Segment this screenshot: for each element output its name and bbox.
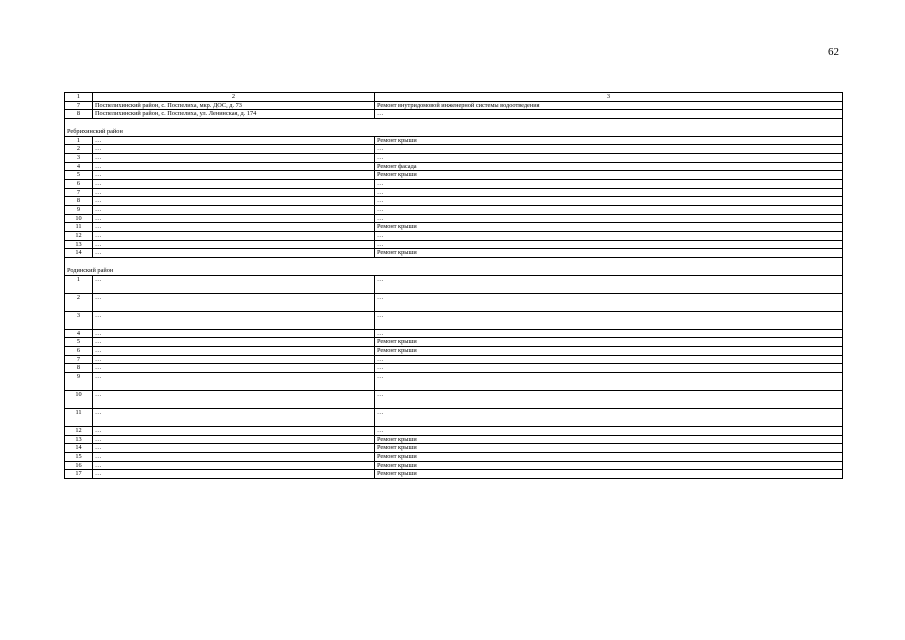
row-number: 7: [65, 355, 93, 364]
row-number: 17: [65, 470, 93, 479]
table-row: [65, 355, 843, 364]
row-number: 10: [65, 391, 93, 409]
works-cell: …: [375, 329, 843, 338]
works-cell: …: [375, 355, 843, 364]
row-number: 13: [65, 435, 93, 444]
table-row: [65, 154, 843, 163]
works-cell: …: [375, 409, 843, 427]
works-cell: Ремонт крыши: [375, 444, 843, 453]
header-cell: 2: [93, 93, 375, 102]
works-cell: …: [375, 206, 843, 215]
address-cell: …: [93, 275, 375, 293]
address-cell: …: [93, 427, 375, 436]
works-cell: …: [375, 311, 843, 329]
works-cell: Ремонт крыши: [375, 171, 843, 180]
table-row: [65, 101, 843, 110]
table-row: [65, 311, 843, 329]
table-row: [65, 232, 843, 241]
row-number: 3: [65, 311, 93, 329]
works-cell: …: [375, 180, 843, 189]
address-cell: …: [93, 453, 375, 462]
header-cell: 3: [375, 93, 843, 102]
works-cell: …: [375, 154, 843, 163]
works-cell: …: [375, 214, 843, 223]
address-cell: …: [93, 223, 375, 232]
works-cell: Ремонт крыши: [375, 338, 843, 347]
table-row: [65, 180, 843, 189]
row-number: 1: [65, 275, 93, 293]
address-cell: …: [93, 347, 375, 356]
row-number: 11: [65, 223, 93, 232]
works-cell: …: [375, 391, 843, 409]
address-cell: Поспелихинский район, с. Поспелиха, ул. Ленинская, д. 174: [93, 110, 375, 119]
table-row: [65, 364, 843, 373]
table-row: [65, 470, 843, 479]
address-cell: …: [93, 435, 375, 444]
row-number: 12: [65, 232, 93, 241]
address-cell: …: [93, 409, 375, 427]
row-number: 10: [65, 214, 93, 223]
row-number: 4: [65, 162, 93, 171]
works-cell: Ремонт крыши: [375, 470, 843, 479]
works-cell: Ремонт крыши: [375, 453, 843, 462]
works-cell: …: [375, 275, 843, 293]
table-row: [65, 136, 843, 145]
works-cell: Ремонт крыши: [375, 461, 843, 470]
row-number: 4: [65, 329, 93, 338]
row-number: 5: [65, 171, 93, 180]
row-number: 7: [65, 188, 93, 197]
row-number: 6: [65, 180, 93, 189]
address-cell: …: [93, 214, 375, 223]
address-cell: …: [93, 329, 375, 338]
row-number: 13: [65, 240, 93, 249]
works-cell: …: [375, 232, 843, 241]
header-cell: 1: [65, 93, 93, 102]
works-cell: …: [375, 188, 843, 197]
row-number: 15: [65, 453, 93, 462]
table-row: [65, 240, 843, 249]
address-cell: …: [93, 206, 375, 215]
address-cell: …: [93, 136, 375, 145]
address-cell: …: [93, 355, 375, 364]
table-row: [65, 214, 843, 223]
page-number: 62: [828, 46, 839, 58]
table-row: [65, 249, 843, 258]
works-cell: Ремонт крыши: [375, 249, 843, 258]
table-row: [65, 293, 843, 311]
address-cell: …: [93, 145, 375, 154]
table-row: [65, 197, 843, 206]
works-cell: Ремонт крыши: [375, 223, 843, 232]
address-cell: …: [93, 470, 375, 479]
table-row: [65, 188, 843, 197]
table-row: [65, 223, 843, 232]
row-number: 1: [65, 136, 93, 145]
works-cell: …: [375, 240, 843, 249]
row-number: 11: [65, 409, 93, 427]
row-number: 8: [65, 197, 93, 206]
address-cell: …: [93, 188, 375, 197]
address-cell: …: [93, 373, 375, 391]
works-cell: …: [375, 110, 843, 119]
works-cell: Ремонт крыши: [375, 435, 843, 444]
table-row: [65, 275, 843, 293]
district-section-row: [65, 258, 843, 276]
district-section-row: [65, 119, 843, 137]
table-row: [65, 329, 843, 338]
row-number: 16: [65, 461, 93, 470]
row-number: 3: [65, 154, 93, 163]
table-row: [65, 110, 843, 119]
address-cell: …: [93, 391, 375, 409]
table-row: [65, 338, 843, 347]
table-row: [65, 206, 843, 215]
works-cell: …: [375, 145, 843, 154]
address-cell: …: [93, 240, 375, 249]
table-row: [65, 444, 843, 453]
district-title: Родинский район: [65, 258, 843, 276]
row-number: 14: [65, 249, 93, 258]
address-cell: …: [93, 162, 375, 171]
row-number: 14: [65, 444, 93, 453]
repair-works-table: [64, 92, 843, 479]
address-cell: …: [93, 461, 375, 470]
table-header-row: [65, 93, 843, 102]
works-cell: …: [375, 293, 843, 311]
table-row: [65, 409, 843, 427]
address-cell: …: [93, 232, 375, 241]
table-row: [65, 453, 843, 462]
table-row: [65, 171, 843, 180]
address-cell: …: [93, 311, 375, 329]
address-cell: …: [93, 338, 375, 347]
address-cell: Поспелихинский район, с. Поспелиха, мкр. ДОС, д. 73: [93, 101, 375, 110]
address-cell: …: [93, 293, 375, 311]
address-cell: …: [93, 171, 375, 180]
table-row: [65, 373, 843, 391]
works-cell: …: [375, 197, 843, 206]
row-number: 8: [65, 364, 93, 373]
works-cell: …: [375, 364, 843, 373]
table-row: [65, 347, 843, 356]
works-cell: Ремонт внутридомовой инженерной системы водоотведения: [375, 101, 843, 110]
works-cell: Ремонт фасада: [375, 162, 843, 171]
row-number: 7: [65, 101, 93, 110]
table-row: [65, 145, 843, 154]
address-cell: …: [93, 364, 375, 373]
row-number: 9: [65, 206, 93, 215]
works-cell: Ремонт крыши: [375, 136, 843, 145]
table-row: [65, 435, 843, 444]
district-title: Ребрихинский район: [65, 119, 843, 137]
row-number: 8: [65, 110, 93, 119]
table-row: [65, 461, 843, 470]
row-number: 12: [65, 427, 93, 436]
works-cell: …: [375, 427, 843, 436]
row-number: 6: [65, 347, 93, 356]
works-cell: …: [375, 373, 843, 391]
row-number: 9: [65, 373, 93, 391]
address-cell: …: [93, 249, 375, 258]
works-cell: Ремонт крыши: [375, 347, 843, 356]
table-row: [65, 427, 843, 436]
table-row: [65, 391, 843, 409]
row-number: 2: [65, 145, 93, 154]
address-cell: …: [93, 154, 375, 163]
row-number: 5: [65, 338, 93, 347]
address-cell: …: [93, 180, 375, 189]
table-row: [65, 162, 843, 171]
row-number: 2: [65, 293, 93, 311]
address-cell: …: [93, 197, 375, 206]
address-cell: …: [93, 444, 375, 453]
